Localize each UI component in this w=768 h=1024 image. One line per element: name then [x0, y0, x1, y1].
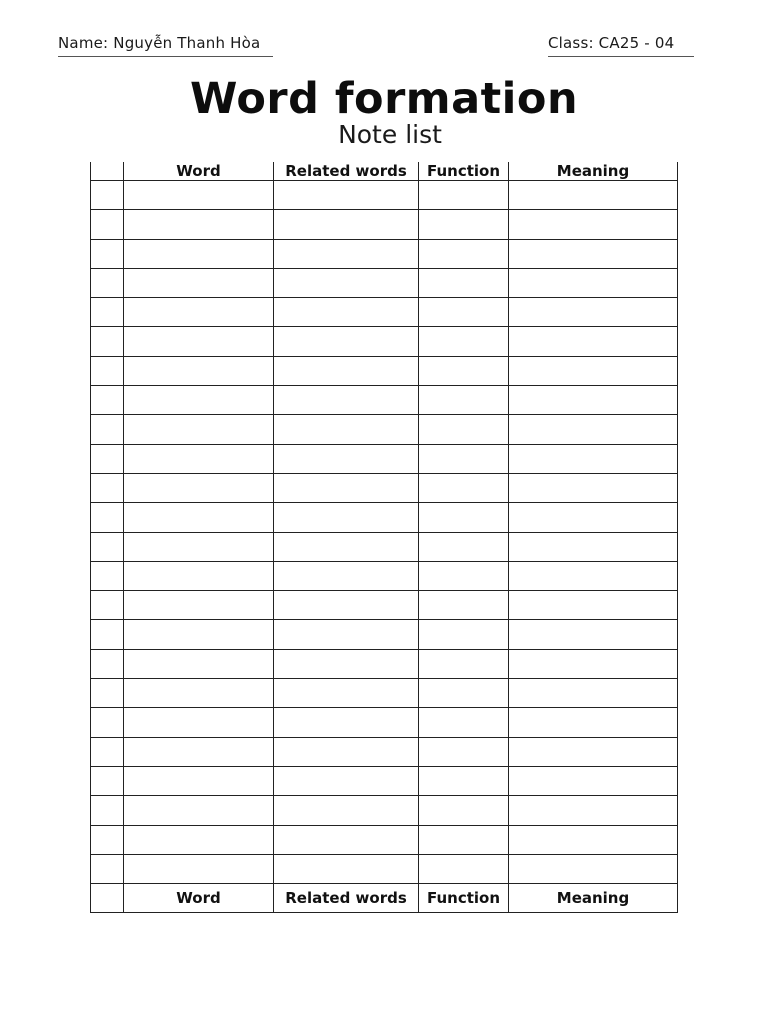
- table-row: [91, 181, 678, 210]
- table-row: [91, 210, 678, 239]
- cell-index[interactable]: [91, 649, 124, 678]
- table-row: [91, 444, 678, 473]
- cell-meaning[interactable]: [509, 415, 678, 444]
- name-field: Name: Nguyễn Thanh Hòa: [58, 34, 273, 57]
- cell-meaning[interactable]: [509, 766, 678, 795]
- table-footer-row: [91, 884, 678, 913]
- table-row: [91, 268, 678, 297]
- table-row: [91, 825, 678, 854]
- cell-function[interactable]: [419, 386, 509, 415]
- cell-word[interactable]: [124, 825, 274, 854]
- cell-meaning[interactable]: [509, 503, 678, 532]
- cell-word[interactable]: [124, 679, 274, 708]
- table-row: [91, 239, 678, 268]
- cell-word[interactable]: [124, 532, 274, 561]
- cell-function[interactable]: [419, 649, 509, 678]
- cell-index[interactable]: [91, 854, 124, 883]
- cell-function[interactable]: [419, 181, 509, 210]
- cell-word[interactable]: [124, 473, 274, 502]
- cell-index[interactable]: [91, 737, 124, 766]
- cell-function[interactable]: [419, 854, 509, 883]
- cell-related-words[interactable]: [274, 268, 419, 297]
- cell-index[interactable]: [91, 766, 124, 795]
- header-cell-meaning: Meaning: [509, 162, 678, 181]
- cell-index[interactable]: [91, 796, 124, 825]
- cell-related-words[interactable]: [274, 298, 419, 327]
- cell-index[interactable]: [91, 561, 124, 590]
- cell-related-words[interactable]: [274, 737, 419, 766]
- cell-meaning[interactable]: [509, 356, 678, 385]
- cell-function[interactable]: [419, 298, 509, 327]
- cell-word[interactable]: [124, 268, 274, 297]
- cell-word[interactable]: [124, 591, 274, 620]
- cell-related-words[interactable]: [274, 649, 419, 678]
- cell-index[interactable]: [91, 473, 124, 502]
- table-row: [91, 854, 678, 883]
- footer-cell-word: Word: [124, 884, 274, 913]
- cell-related-words[interactable]: [274, 503, 419, 532]
- cell-related-words[interactable]: [274, 327, 419, 356]
- footer-cell-related-words: Related words: [274, 884, 419, 913]
- cell-related-words[interactable]: [274, 415, 419, 444]
- cell-index[interactable]: [91, 181, 124, 210]
- table-row: [91, 298, 678, 327]
- cell-index[interactable]: [91, 679, 124, 708]
- cell-word[interactable]: [124, 854, 274, 883]
- table-row: [91, 649, 678, 678]
- footer-cell-meaning: Meaning: [509, 884, 678, 913]
- cell-word[interactable]: [124, 415, 274, 444]
- cell-meaning[interactable]: [509, 591, 678, 620]
- cell-function[interactable]: [419, 561, 509, 590]
- cell-word[interactable]: [124, 386, 274, 415]
- cell-related-words[interactable]: [274, 796, 419, 825]
- cell-meaning[interactable]: [509, 327, 678, 356]
- cell-index[interactable]: [91, 825, 124, 854]
- cell-index[interactable]: [91, 327, 124, 356]
- table-row: [91, 737, 678, 766]
- cell-related-words[interactable]: [274, 386, 419, 415]
- cell-related-words[interactable]: [274, 473, 419, 502]
- table-row: [91, 503, 678, 532]
- cell-index[interactable]: [91, 708, 124, 737]
- cell-index[interactable]: [91, 239, 124, 268]
- cell-related-words[interactable]: [274, 825, 419, 854]
- footer-cell-index: [91, 884, 124, 913]
- cell-function[interactable]: [419, 825, 509, 854]
- cell-word[interactable]: [124, 356, 274, 385]
- cell-word[interactable]: [124, 239, 274, 268]
- cell-function[interactable]: [419, 591, 509, 620]
- cell-index[interactable]: [91, 356, 124, 385]
- cell-related-words[interactable]: [274, 210, 419, 239]
- cell-related-words[interactable]: [274, 181, 419, 210]
- header-cell-related-words: Related words: [274, 162, 419, 181]
- table-row: [91, 356, 678, 385]
- cell-meaning[interactable]: [509, 532, 678, 561]
- cell-related-words[interactable]: [274, 854, 419, 883]
- cell-function[interactable]: [419, 356, 509, 385]
- cell-function[interactable]: [419, 210, 509, 239]
- header-cell-word: Word: [124, 162, 274, 181]
- cell-meaning[interactable]: [509, 620, 678, 649]
- cell-meaning[interactable]: [509, 649, 678, 678]
- note-list-table: [90, 162, 678, 913]
- cell-meaning[interactable]: [509, 825, 678, 854]
- header-cell-index: [91, 162, 124, 181]
- cell-function[interactable]: [419, 796, 509, 825]
- cell-related-words[interactable]: [274, 561, 419, 590]
- cell-function[interactable]: [419, 532, 509, 561]
- table-row: [91, 532, 678, 561]
- cell-word[interactable]: [124, 766, 274, 795]
- cell-meaning[interactable]: [509, 239, 678, 268]
- table-row: [91, 708, 678, 737]
- cell-index[interactable]: [91, 532, 124, 561]
- cell-function[interactable]: [419, 268, 509, 297]
- cell-word[interactable]: [124, 327, 274, 356]
- cell-meaning[interactable]: [509, 386, 678, 415]
- cell-index[interactable]: [91, 268, 124, 297]
- cell-index[interactable]: [91, 386, 124, 415]
- cell-meaning[interactable]: [509, 473, 678, 502]
- cell-index[interactable]: [91, 591, 124, 620]
- cell-function[interactable]: [419, 620, 509, 649]
- cell-related-words[interactable]: [274, 766, 419, 795]
- table-row: [91, 796, 678, 825]
- cell-index[interactable]: [91, 503, 124, 532]
- cell-word[interactable]: [124, 181, 274, 210]
- cell-function[interactable]: [419, 444, 509, 473]
- cell-related-words[interactable]: [274, 444, 419, 473]
- cell-meaning[interactable]: [509, 708, 678, 737]
- cell-meaning[interactable]: [509, 298, 678, 327]
- table-row: [91, 766, 678, 795]
- table-row: [91, 679, 678, 708]
- cell-related-words[interactable]: [274, 239, 419, 268]
- cell-index[interactable]: [91, 298, 124, 327]
- cell-meaning[interactable]: [509, 181, 678, 210]
- table-row: [91, 327, 678, 356]
- cell-word[interactable]: [124, 561, 274, 590]
- cell-word[interactable]: [124, 298, 274, 327]
- cell-word[interactable]: [124, 503, 274, 532]
- cell-meaning[interactable]: [509, 679, 678, 708]
- cell-related-words[interactable]: [274, 532, 419, 561]
- header-cell-function: Function: [419, 162, 509, 181]
- cell-meaning[interactable]: [509, 854, 678, 883]
- cell-meaning[interactable]: [509, 737, 678, 766]
- table-header-row: [91, 162, 678, 181]
- cell-word[interactable]: [124, 737, 274, 766]
- cell-word[interactable]: [124, 210, 274, 239]
- cell-index[interactable]: [91, 444, 124, 473]
- table-row: [91, 620, 678, 649]
- table-row: [91, 386, 678, 415]
- cell-word[interactable]: [124, 796, 274, 825]
- cell-meaning[interactable]: [509, 796, 678, 825]
- cell-function[interactable]: [419, 415, 509, 444]
- cell-meaning[interactable]: [509, 268, 678, 297]
- class-field: Class: CA25 - 04: [548, 34, 694, 57]
- cell-function[interactable]: [419, 327, 509, 356]
- cell-index[interactable]: [91, 620, 124, 649]
- cell-function[interactable]: [419, 679, 509, 708]
- table-row: [91, 591, 678, 620]
- page-title: Word formation: [189, 74, 579, 124]
- cell-word[interactable]: [124, 708, 274, 737]
- cell-function[interactable]: [419, 239, 509, 268]
- cell-index[interactable]: [91, 415, 124, 444]
- cell-word[interactable]: [124, 444, 274, 473]
- cell-word[interactable]: [124, 649, 274, 678]
- page-subtitle: Note list: [338, 120, 442, 149]
- table-row: [91, 473, 678, 502]
- cell-function[interactable]: [419, 708, 509, 737]
- cell-function[interactable]: [419, 766, 509, 795]
- cell-function[interactable]: [419, 737, 509, 766]
- cell-related-words[interactable]: [274, 356, 419, 385]
- cell-index[interactable]: [91, 210, 124, 239]
- cell-related-words[interactable]: [274, 591, 419, 620]
- footer-cell-function: Function: [419, 884, 509, 913]
- cell-related-words[interactable]: [274, 620, 419, 649]
- cell-meaning[interactable]: [509, 210, 678, 239]
- cell-meaning[interactable]: [509, 561, 678, 590]
- cell-function[interactable]: [419, 473, 509, 502]
- cell-related-words[interactable]: [274, 679, 419, 708]
- table-row: [91, 561, 678, 590]
- cell-function[interactable]: [419, 503, 509, 532]
- cell-word[interactable]: [124, 620, 274, 649]
- cell-related-words[interactable]: [274, 708, 419, 737]
- cell-meaning[interactable]: [509, 444, 678, 473]
- table-row: [91, 415, 678, 444]
